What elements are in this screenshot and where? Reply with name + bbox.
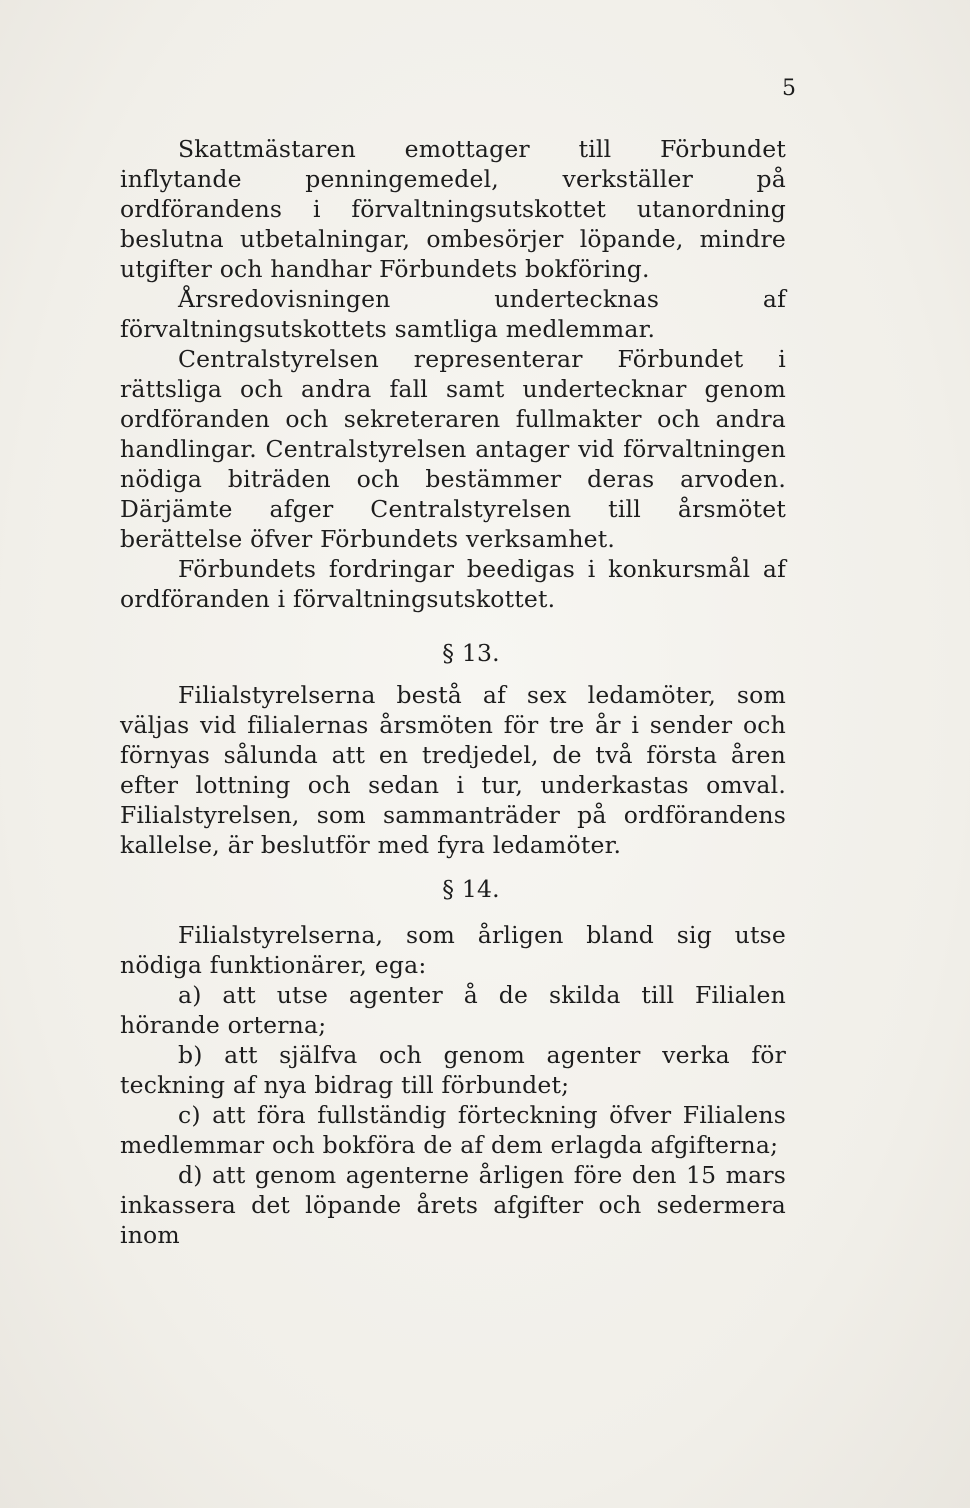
paragraph-branch-boards: Filialstyrelserna bestå af sex ledamöter, som väljas vid filialernas årsmöten för tre år i sender och förnyas sålunda att en tredjedel, de två första åren efter lottning och sedan i tur, underkastas omval. Filialstyrelsen, som sammanträder på ordförandens kallelse, är beslutför med fyra ledamöter. — [120, 681, 786, 859]
list-item-b: b) att själfva och genom agenter verka för teckning af nya bidrag till förbundet; — [120, 1041, 786, 1099]
section-heading-13: § 13. — [442, 639, 500, 667]
list-item-c: c) att föra fullständig förteckning öfver Filialens medlemmar och bokföra de af dem erlagda afgifterna; — [120, 1101, 786, 1159]
paragraph-central-board: Centralstyrelsen representerar Förbundet i rättsliga och andra fall samt undertecknar genom ordföranden och sekreteraren fullmakter och andra handlingar. Centralstyrelsen antager vid förvaltningen nödiga biträden och bestämmer deras arvoden. Därjämte afger Centralstyrelsen till årsmötet berättelse öfver Förbundets verksamhet. — [120, 345, 786, 553]
section-heading-14: § 14. — [442, 875, 500, 903]
paragraph-annual-report: Årsredovisningen undertecknas af förvaltningsutskottets samtliga medlemmar. — [120, 285, 786, 343]
paragraph-claims: Förbundets fordringar beedigas i konkursmål af ordföranden i förvaltningsutskottet. — [120, 555, 786, 613]
paragraph-branch-duties: Filialstyrelserna, som årligen bland sig utse nödiga funktionärer, ega: — [120, 921, 786, 979]
paragraph-treasurer: Skattmästaren emottager till Förbundet inflytande penningemedel, verkställer på ordförandens i förvaltningsutskottet utanordning beslutna utbetalningar, ombesörjer löpande, mindre utgifter och handhar Förbundets bokföring. — [120, 135, 786, 283]
list-item-d: d) att genom agenterne årligen före den 15 mars inkassera det löpande årets afgifter och sedermera inom — [120, 1161, 786, 1249]
list-item-a: a) att utse agenter å de skilda till Filialen hörande orterna; — [120, 981, 786, 1039]
body-text — [120, 134, 786, 1250]
page-number: 5 — [782, 76, 796, 101]
